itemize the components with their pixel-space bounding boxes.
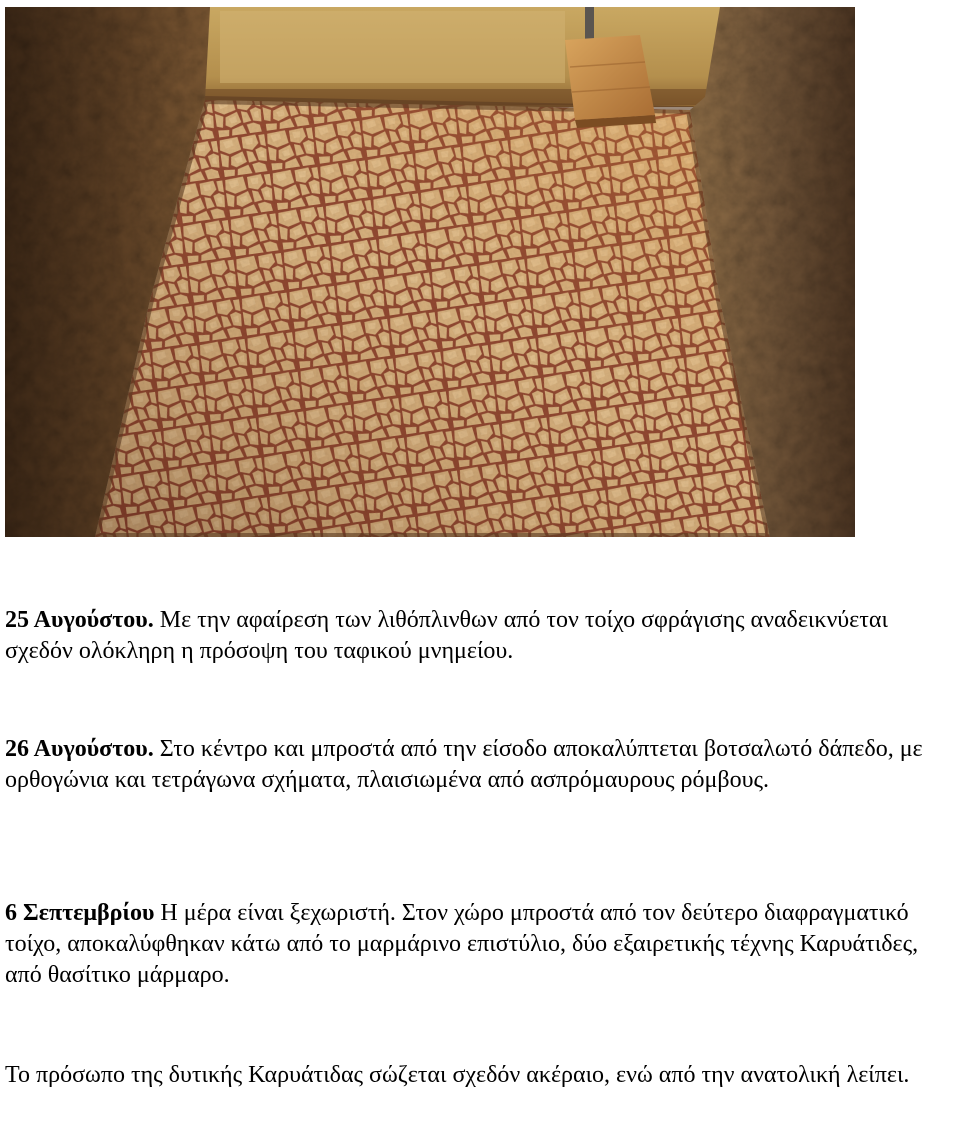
entry-text: Στο κέντρο και μπροστά από την είσοδο αποκαλύπτεται βοτσαλωτό δάπεδο, με ορθογώνια και τετράγωνα σχήματα, πλαισιωμένα από ασπρόμαυρους ρόμβους. (5, 736, 923, 793)
wooden-plank (565, 35, 656, 128)
entry-text: Το πρόσωπο της δυτικής Καρυάτιδας σώζεται σχεδόν ακέραιο, ενώ από την ανατολική λείπει. (5, 1062, 910, 1088)
entry-aug-25 (5, 605, 960, 667)
excavation-photo (5, 7, 855, 537)
entry-aug-26 (5, 734, 960, 796)
entry-date: 26 Αυγούστου. (5, 736, 154, 762)
entry-date: 6 Σεπτεμβρίου (5, 900, 155, 926)
entry-text: Η μέρα είναι ξεχωριστή. Στον χώρο μπροστά από τον δεύτερο διαφραγματικό τοίχο, αποκαλύφθηκαν κάτω από το μαρμάρινο επιστύλιο, δύο εξαιρετικής τέχνης Καρυάτιδες, από θασίτικο μάρμαρο. (5, 900, 919, 988)
entry-date: 25 Αυγούστου. (5, 607, 154, 633)
entry-sep-6 (5, 898, 960, 991)
entry-text: Με την αφαίρεση των λιθόπλινθων από τον τοίχο σφράγισης αναδεικνύεται σχεδόν ολόκληρη η πρόσοψη του ταφικού μνημείου. (5, 607, 888, 664)
entry-caryatid-note (5, 1060, 960, 1091)
